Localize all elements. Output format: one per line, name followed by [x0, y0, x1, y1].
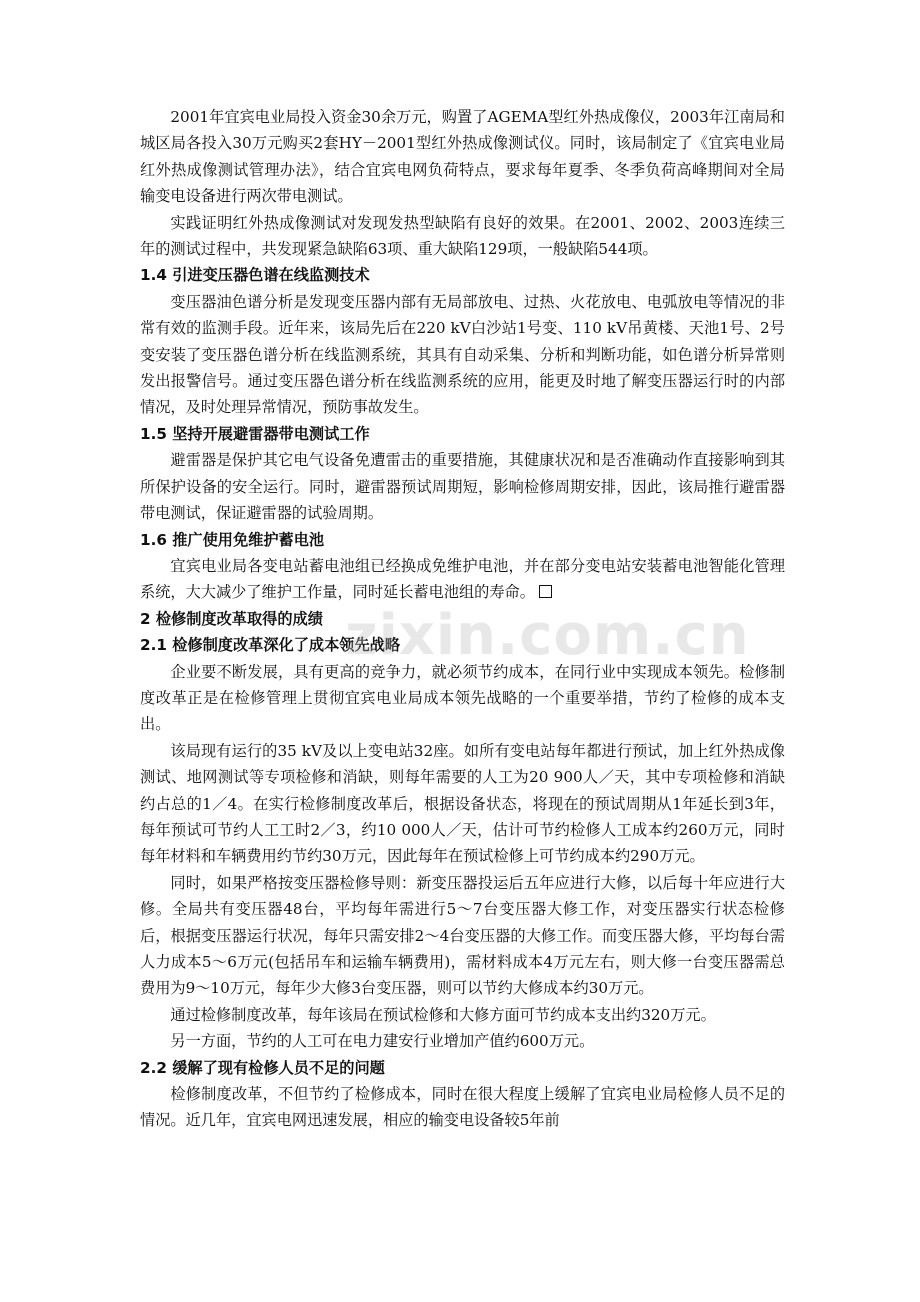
heading-1-6: 1.6 推广使用免维护蓄电池 — [140, 530, 325, 549]
heading-2-2: 2.2 缓解了现有检修人员不足的问题 — [140, 1058, 385, 1077]
checkbox-square-icon — [539, 585, 552, 598]
heading-1-4: 1.4 引进变压器色谱在线监测技术 — [140, 266, 370, 285]
paragraph-substations: 该局现有运行的35 kV及以上变电站32座。如所有变电站每年都进行预试，加上红外热成像测试、地网测试等专项检修和消缺，则每年需要的人工为20 900人／天，其中专项检修和消缺约占总的1／4。在实行检修制度改革后，根据设备状态，将现在的预试周期从1年延长到3年，每年预试可节约人工工时2／3，约10 000人／天，估计可节约检修人工成本约260万元，同时每年材料和车辆费用约节约30万元，因此每年在预试检修上可节约成本约290万元。 — [140, 741, 785, 866]
paragraph-transformer-overhaul: 同时，如果严格按变压器检修导则：新变压器投运后五年应进行大修，以后每十年应进行大修。全局共有变压器48台，平均每年需进行5～7台变压器大修工作，对变压器实行状态检修后，根据变压器运行状况，每年只需安排2～4台变压器的大修工作。而变压器大修，平均每台需人力成本5～6万元(包括吊车和运输车辆费用)，需材料成本4万元左右，则大修一台变压器需总费用为9～10万元，每年少大修3台变压器，则可以节约大修成本约30万元。 — [140, 873, 785, 998]
paragraph-battery-text: 宜宾电业局各变电站蓄电池组已经换成免维护电池，并在部分变电站安装蓄电池智能化管理系统，大大减少了维护工作量，同时延长蓄电池组的寿命。 — [140, 556, 785, 602]
paragraph-chromatography: 变压器油色谱分析是发现变压器内部有无局部放电、过热、火花放电、电弧放电等情况的非常有效的监测手段。近年来，该局先后在220 kV白沙站1号变、110 kV吊黄楼、天池1号、2号变安装了变压器色谱分析在线监测系统，其具有自动采集、分析和判断功能，如色谱分析异常则发出报警信号。通过变压器色谱分析在线监测系统的应用，能更及时地了解变压器运行时的内部情况，及时处理异常情况，预防事故发生。 — [140, 292, 785, 417]
document-body — [140, 104, 785, 1134]
heading-2: 2 检修制度改革取得的成绩 — [140, 609, 323, 628]
paragraph-infrared-purchase: 2001年宜宾电业局投入资金30余万元，购置了AGEMA型红外热成像仪，2003年江南局和城区局各投入30万元购买2套HY－2001型红外热成像测试仪。同时，该局制定了《宜宾电业局红外热成像测试管理办法》，结合宜宾电网负荷特点，要求每年夏季、冬季负荷高峰期间对全局输变电设备进行两次带电测试。 — [140, 108, 785, 206]
paragraph-arrester: 避雷器是保护其它电气设备免遭雷击的重要措施，其健康状况和是否准确动作直接影响到其所保护设备的安全运行。同时，避雷器预试周期短，影响检修周期安排，因此，该局推行避雷器带电测试，保证避雷器的试验周期。 — [140, 451, 785, 523]
heading-1-5: 1.5 坚持开展避雷器带电测试工作 — [140, 424, 370, 443]
watermark-text: zixin.com.cn — [345, 603, 750, 668]
paragraph-battery — [140, 553, 785, 606]
heading-2-1: 2.1 检修制度改革深化了成本领先战略 — [140, 636, 401, 655]
paragraph-output-value: 另一方面，节约的人工可在电力建安行业增加产值约600万元。 — [170, 1032, 595, 1051]
paragraph-cost-leadership: 企业要不断发展，具有更高的竞争力，就必须节约成本，在同行业中实现成本领先。检修制度改革正是在检修管理上贯彻宜宾电业局成本领先战略的一个重要举措，节约了检修的成本支出。 — [140, 662, 785, 734]
paragraph-infrared-results: 实践证明红外热成像测试对发现发热型缺陷有良好的效果。在2001、2002、2003连续三年的测试过程中，共发现紧急缺陷63项、重大缺陷129项，一般缺陷544项。 — [140, 213, 785, 259]
paragraph-staff-shortage: 检修制度改革，不但节约了检修成本，同时在很大程度上缓解了宜宾电业局检修人员不足的情况。近几年，宜宾电网迅速发展，相应的输变电设备较5年前 — [140, 1085, 785, 1130]
paragraph-savings-total: 通过检修制度改革，每年该局在预试检修和大修方面可节约成本支出约320万元。 — [170, 1005, 716, 1024]
